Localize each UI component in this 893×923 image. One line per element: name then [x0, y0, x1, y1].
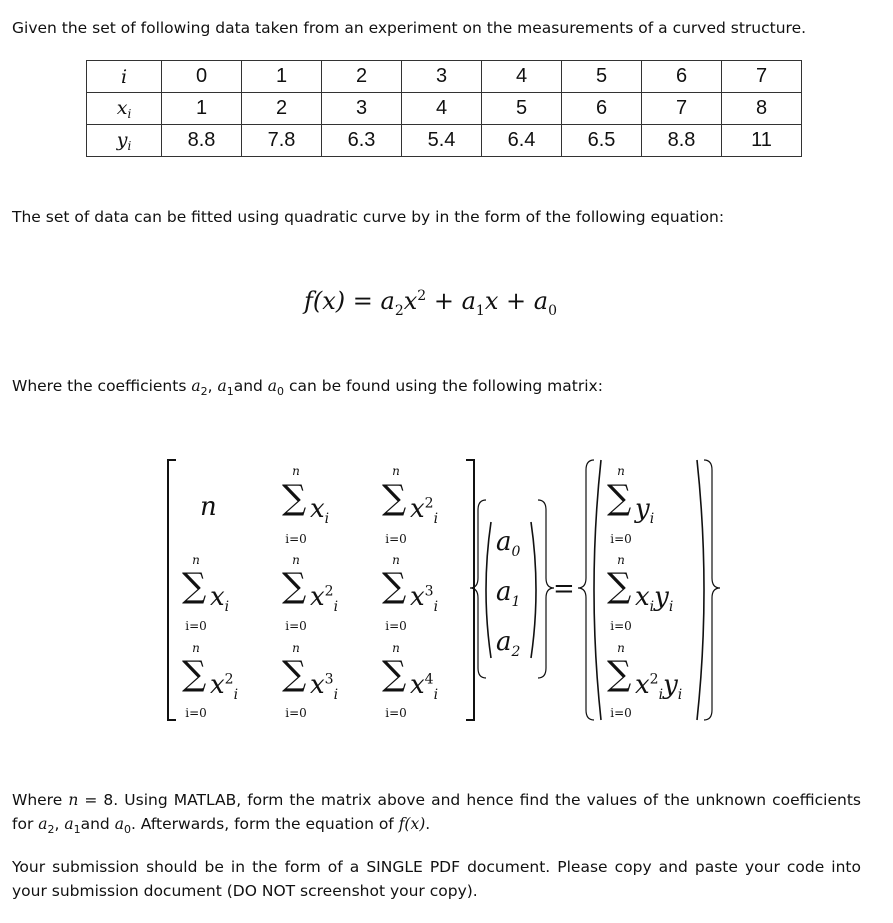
eq-a0: + a	[498, 287, 549, 315]
sigma-icon: ∑	[607, 654, 632, 694]
table-cell: 7	[642, 93, 722, 125]
sum-lower-limit: i=0	[385, 619, 407, 633]
task-text	[12, 788, 861, 838]
coef-a2: a	[191, 377, 201, 395]
eq-x1: x	[484, 287, 499, 315]
term-idx: i	[433, 511, 439, 528]
task-n: n	[68, 791, 79, 809]
rhs-var-x: x	[635, 582, 650, 612]
rhs-var-y: y	[663, 670, 678, 700]
intro-text: Given the set of following data taken from an experiment on the measurements of a curved structure.	[12, 19, 807, 37]
term-idx: i	[333, 687, 339, 704]
sum-term	[310, 582, 338, 615]
vector-a-var: a	[496, 527, 512, 557]
sum-upper-limit: n	[617, 553, 625, 567]
fit-text: The set of data can be fitted using quadratic curve by in the form of the following equation:	[12, 208, 725, 226]
sum-lower-limit: i=0	[385, 706, 407, 720]
rhs-paren-left	[594, 460, 601, 720]
table-cell: 8.8	[162, 125, 242, 157]
table-cell: 1	[242, 61, 322, 93]
sum-term	[310, 670, 338, 703]
sigma-icon: ∑	[607, 478, 632, 518]
eq-a1: + a	[426, 287, 476, 315]
term-var: x	[410, 494, 425, 524]
row-label-x-var: x	[116, 96, 128, 119]
sum-upper-limit: n	[392, 464, 400, 478]
eq-a2-sub: 2	[394, 302, 404, 319]
sum-lower-limit: i=0	[285, 706, 307, 720]
task-a0-sub: 0	[123, 823, 131, 837]
vector-a1	[496, 577, 520, 610]
table-cell: 1	[162, 93, 242, 125]
sigma-icon: ∑	[282, 478, 307, 518]
task-and: and	[80, 815, 115, 834]
sigma-icon: ∑	[182, 654, 207, 694]
vector-a-sub: 2	[511, 644, 521, 661]
table-cell: 6.3	[322, 125, 402, 157]
sigma-icon: ∑	[382, 478, 407, 518]
table-cell: 5	[482, 93, 562, 125]
term-pow: 2	[324, 583, 334, 600]
sigma-icon: ∑	[282, 566, 307, 606]
term-var: x	[210, 670, 225, 700]
table-cell: 3	[402, 61, 482, 93]
term-idx: i	[433, 687, 439, 704]
matrix-n: n	[200, 492, 217, 522]
sum-term	[210, 582, 229, 615]
term-idx: i	[333, 599, 339, 616]
coef-and: and	[233, 377, 268, 395]
eq-lhs: f(x) =	[304, 287, 381, 315]
table-cell: 3	[322, 93, 402, 125]
sum-upper-limit: n	[617, 641, 625, 655]
rhs-brace-left	[578, 460, 594, 720]
sum-lower-limit: i=0	[185, 619, 207, 633]
rhs-var: y	[635, 494, 650, 524]
eq-a1-sub: 1	[475, 302, 485, 319]
row-label-i: i	[87, 61, 162, 93]
table-cell: 7.8	[242, 125, 322, 157]
term-idx: i	[224, 599, 230, 616]
coef-a1-sub: 1	[226, 385, 234, 399]
sum-lower-limit: i=0	[610, 532, 632, 546]
rhs-var-x: x	[635, 670, 650, 700]
eq-x: x	[403, 287, 418, 315]
table-cell: 6	[642, 61, 722, 93]
sum-upper-limit: n	[392, 641, 400, 655]
table-cell: 7	[722, 61, 802, 93]
term-var: x	[310, 670, 325, 700]
sum-term	[310, 494, 329, 527]
coef-a0-sub: 0	[277, 385, 285, 399]
term-pow: 2	[224, 671, 234, 688]
table-cell: 4	[402, 93, 482, 125]
rhs-paren-right	[697, 460, 704, 720]
rhs-idx: i	[649, 511, 655, 528]
task-fx: f(x)	[398, 815, 426, 834]
table-cell: 6.5	[562, 125, 642, 157]
rhs-brace-right	[704, 460, 720, 720]
table-cell: 8	[722, 93, 802, 125]
term-var: x	[310, 582, 325, 612]
sum-lower-limit: i=0	[285, 619, 307, 633]
sum-upper-limit: n	[192, 641, 200, 655]
table-cell: 2	[242, 93, 322, 125]
table-cell: 11	[722, 125, 802, 157]
sum-lower-limit: i=0	[185, 706, 207, 720]
eq-x-pow: 2	[417, 288, 427, 304]
vector-a-var: a	[496, 577, 512, 607]
term-var: x	[410, 582, 425, 612]
task-a2: a	[38, 815, 48, 834]
sum-upper-limit: n	[292, 464, 300, 478]
sum-term	[410, 494, 438, 527]
sum-upper-limit: n	[392, 553, 400, 567]
vector-a-brace-left	[470, 500, 486, 678]
term-var: x	[410, 670, 425, 700]
table-cell: 6.4	[482, 125, 562, 157]
sigma-icon: ∑	[607, 566, 632, 606]
table-cell: 6	[562, 93, 642, 125]
task-after: . Afterwards, form the equation of	[130, 815, 399, 834]
term-pow: 4	[424, 671, 434, 688]
coef-sep1: ,	[207, 377, 218, 395]
sum-term	[210, 670, 238, 703]
term-idx: i	[233, 687, 239, 704]
row-label-y-var: y	[116, 128, 128, 151]
vector-a-sub: 1	[511, 594, 521, 611]
task-a2-sub: 2	[47, 823, 55, 837]
coef-post: can be found using the following matrix:	[284, 377, 603, 395]
sum-term	[410, 582, 438, 615]
sum-lower-limit: i=0	[385, 532, 407, 546]
coef-pre: Where the coefficients	[12, 377, 192, 395]
sum-upper-limit: n	[617, 464, 625, 478]
table-cell: 0	[162, 61, 242, 93]
task-end: .	[425, 815, 431, 834]
sum-lower-limit: i=0	[610, 706, 632, 720]
coef-a2-sub: 2	[200, 385, 208, 399]
sum-term	[410, 670, 438, 703]
task-a1-sub: 1	[73, 823, 81, 837]
vector-a-sub: 0	[511, 544, 521, 561]
sum-upper-limit: n	[292, 553, 300, 567]
row-label-x-sub: i	[127, 106, 132, 121]
table-cell: 8.8	[642, 125, 722, 157]
vector-a-var: a	[496, 627, 512, 657]
left-matrix-bracket-right	[466, 460, 474, 720]
sum-upper-limit: n	[292, 641, 300, 655]
term-var: x	[210, 582, 225, 612]
vector-a-paren-left	[486, 522, 491, 658]
term-var: x	[310, 494, 325, 524]
task-eq: = 8. Using MATLAB, form the matrix above and hence find the values of the unknown coefficients for	[12, 791, 861, 834]
task-a1: a	[64, 815, 74, 834]
rhs-term	[635, 670, 682, 703]
vector-a-brace-right	[538, 500, 554, 678]
task-a0: a	[114, 815, 124, 834]
sigma-icon: ∑	[182, 566, 207, 606]
sum-upper-limit: n	[192, 553, 200, 567]
rhs-term	[635, 582, 673, 615]
vector-a-paren-right	[531, 522, 536, 658]
term-idx: i	[324, 511, 330, 528]
rhs-idx: i	[649, 599, 655, 616]
eq-a0-sub: 0	[548, 302, 557, 319]
rhs-pow: 2	[649, 671, 659, 688]
vector-a0	[496, 527, 520, 560]
sigma-icon: ∑	[282, 654, 307, 694]
term-pow: 2	[424, 495, 434, 512]
rhs-var-y: y	[654, 582, 669, 612]
term-pow: 3	[424, 583, 434, 600]
sigma-icon: ∑	[382, 654, 407, 694]
sigma-icon: ∑	[382, 566, 407, 606]
table-cell: 2	[322, 61, 402, 93]
table-cell: 4	[482, 61, 562, 93]
coef-a1: a	[217, 377, 227, 395]
term-pow: 3	[324, 671, 334, 688]
task-pre: Where	[12, 791, 69, 809]
sum-lower-limit: i=0	[610, 619, 632, 633]
rhs-term	[635, 494, 654, 527]
task-comma: ,	[54, 815, 65, 834]
table-cell: 5.4	[402, 125, 482, 157]
table-cell: 5	[562, 61, 642, 93]
vector-a2	[496, 627, 520, 660]
left-matrix-bracket-left	[168, 460, 176, 720]
sum-lower-limit: i=0	[285, 532, 307, 546]
rhs-idx: i	[668, 599, 674, 616]
rhs-idx: i	[658, 687, 664, 704]
term-idx: i	[433, 599, 439, 616]
eq-a2: a	[380, 287, 395, 315]
coef-a0: a	[267, 377, 278, 395]
row-label-y-sub: i	[127, 138, 132, 153]
submission-text: Your submission should be in the form of a SINGLE PDF document. Please copy and paste your code into your submission document (DO NOT screenshot your copy).	[12, 858, 861, 901]
rhs-idx: i	[677, 687, 683, 704]
equals-sign: =	[553, 574, 575, 604]
